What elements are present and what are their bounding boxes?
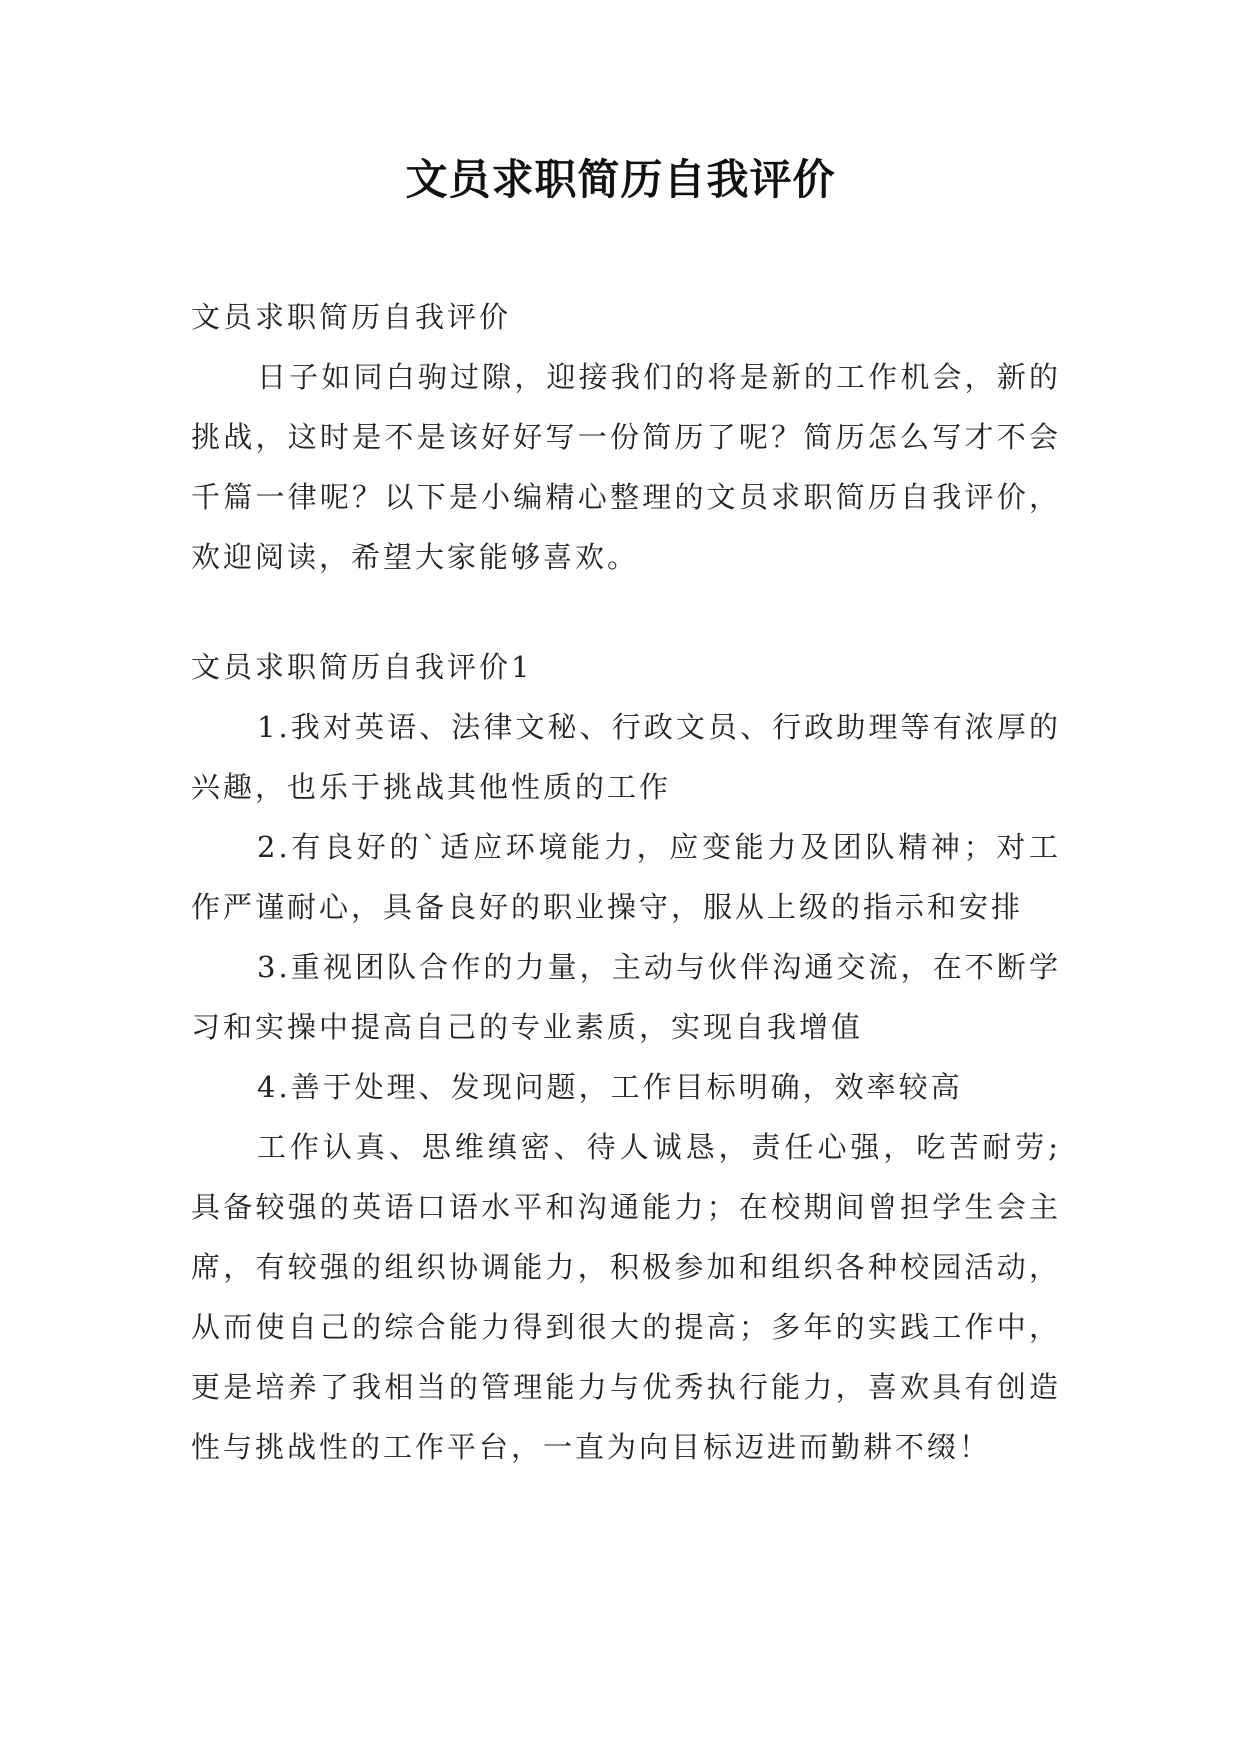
document-subtitle: 文员求职简历自我评价 <box>191 300 512 334</box>
section-block <box>191 637 1061 1477</box>
list-item: 2.有良好的`适应环境能力，应变能力及团队精神；对工作严谨耐心，具备良好的职业操守，服从上级的指示和安排 <box>191 830 1061 924</box>
list-item: 1.我对英语、法律文秘、行政文员、行政助理等有浓厚的兴趣，也乐于挑战其他性质的工作 <box>191 710 1061 804</box>
list-item: 3.重视团队合作的力量，主动与伙伴沟通交流，在不断学习和实操中提高自己的专业素质，实现自我增值 <box>191 950 1061 1044</box>
list-item: 4.善于处理、发现问题，工作目标明确，效率较高 <box>257 1070 963 1104</box>
section-heading: 文员求职简历自我评价1 <box>191 650 533 684</box>
document-title: 文员求职简历自我评价 <box>405 155 836 204</box>
closing-paragraph: 工作认真、思维缜密、待人诚恳，责任心强，吃苦耐劳;具备较强的英语口语水平和沟通能力；在校期间曾担学生会主席，有较强的组织协调能力，积极参加和组织各种校园活动，从而使自己的综合能力得到很大的提高；多年的实践工作中，更是培养了我相当的管理能力与优秀执行能力，喜欢具有创造性与挑战性的工作平台，一直为向目标迈进而勤耕不缀！ <box>191 1130 1061 1464</box>
intro-block <box>191 287 1061 587</box>
intro-paragraph: 日子如同白驹过隙，迎接我们的将是新的工作机会，新的挑战，这时是不是该好好写一份简历了呢？简历怎么写才不会千篇一律呢？以下是小编精心整理的文员求职简历自我评价，欢迎阅读，希望大家能够喜欢。 <box>191 360 1061 574</box>
